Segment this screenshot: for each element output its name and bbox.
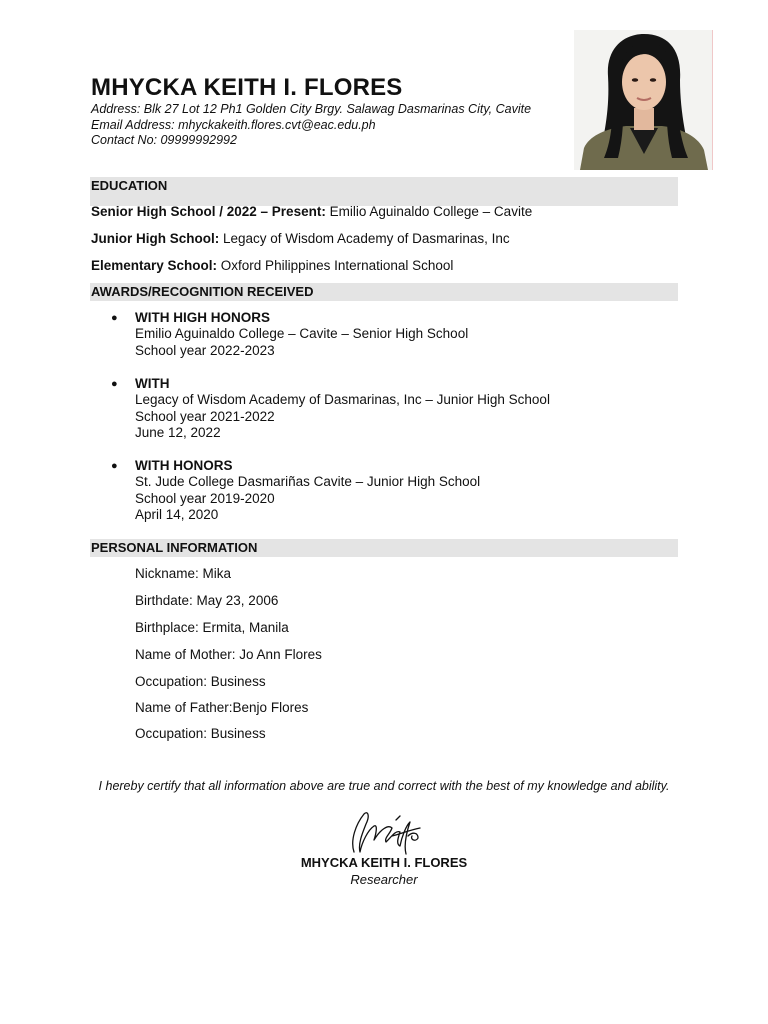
email-line: Email Address: mhyckakeith.flores.cvt@eac.edu.ph <box>91 117 376 132</box>
award-detail: Legacy of Wisdom Academy of Dasmarinas, Inc – Junior High School <box>135 392 550 408</box>
personal-info-item: Birthplace: Ermita, Manila <box>135 620 289 635</box>
education-level: Senior High School / 2022 – Present: <box>91 204 326 219</box>
personal-info-item: Nickname: Mika <box>135 566 232 581</box>
personal-info-item: Occupation: Business <box>135 726 266 741</box>
personal-info-item: Birthdate: May 23, 2006 <box>135 593 279 608</box>
personal-info-item: Name of Mother: Jo Ann Flores <box>135 647 322 662</box>
award-detail: Emilio Aguinaldo College – Cavite – Senior High School <box>135 326 469 342</box>
award-detail: April 14, 2020 <box>135 506 219 522</box>
education-item <box>91 204 532 219</box>
address-line: Address: Blk 27 Lot 12 Ph1 Golden City Brgy. Salawag Dasmarinas City, Cavite <box>91 102 532 116</box>
education-heading: EDUCATION <box>90 177 678 206</box>
education-school: Oxford Philippines International School <box>217 258 454 273</box>
education-school: Legacy of Wisdom Academy of Dasmarinas, Inc <box>219 231 510 246</box>
award-title: WITH <box>135 376 170 391</box>
education-item <box>91 258 453 273</box>
award-detail: School year 2019-2020 <box>135 490 275 506</box>
bullet-icon: ● <box>111 378 118 390</box>
profile-photo-illustration <box>574 30 712 170</box>
award-title: WITH HIGH HONORS <box>135 310 270 325</box>
education-level: Elementary School: <box>91 258 218 273</box>
awards-heading: AWARDS/RECOGNITION RECEIVED <box>90 283 678 301</box>
profile-photo <box>574 30 712 170</box>
personal-info-item: Name of Father:Benjo Flores <box>135 700 309 715</box>
education-item <box>91 231 510 246</box>
award-detail: School year 2022-2023 <box>135 342 275 358</box>
education-school: Emilio Aguinaldo College – Cavite <box>325 204 533 219</box>
photo-border-line <box>712 30 713 170</box>
award-detail: June 12, 2022 <box>135 424 221 440</box>
bullet-icon: ● <box>111 312 118 324</box>
award-title: WITH HONORS <box>135 458 233 473</box>
certification-statement: I hereby certify that all information above are true and correct with the best of my knowledge and ability. <box>98 779 670 793</box>
handwritten-signature <box>340 806 430 858</box>
applicant-name: MHYCKA KEITH I. FLORES <box>91 74 403 101</box>
signatory-role: Researcher <box>350 872 418 887</box>
award-detail: St. Jude College Dasmariñas Cavite – Junior High School <box>135 474 481 490</box>
personal-info-heading: PERSONAL INFORMATION <box>90 539 678 557</box>
bullet-icon: ● <box>111 460 118 472</box>
award-detail: School year 2021-2022 <box>135 408 275 424</box>
contact-block <box>91 102 531 149</box>
signatory-name: MHYCKA KEITH I. FLORES <box>300 855 468 870</box>
contact-number-line: Contact No: 09999992992 <box>91 133 237 147</box>
education-level: Junior High School: <box>91 231 220 246</box>
personal-info-item: Occupation: Business <box>135 674 266 689</box>
